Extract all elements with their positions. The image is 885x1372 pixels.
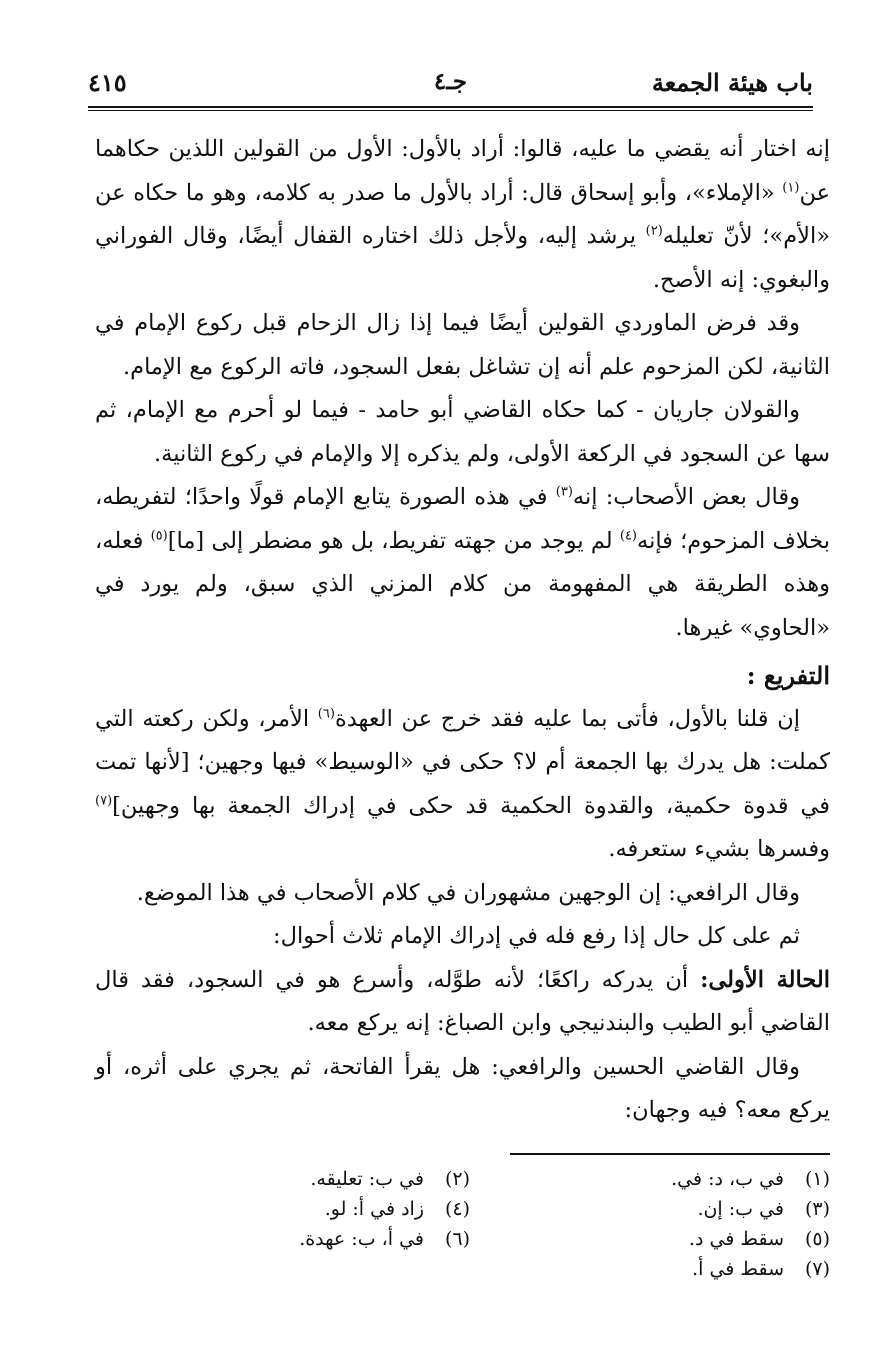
footnote-row xyxy=(110,1164,830,1194)
footnotes xyxy=(110,1164,830,1284)
footnote-ref[interactable]: (٥) xyxy=(150,528,168,543)
footnote-ref[interactable]: (٤) xyxy=(619,528,637,543)
footnote-ref[interactable]: (٢) xyxy=(645,223,663,239)
paragraph: إنه اختار أنه يقضي ما عليه، قالوا: أراد بالأول: الأول من القولين اللذين حكاهما عن$^{(١)}$ «الإملاء»، وأبو إسحاق قال: أراد بالأول ما صدر به كلامه، وهو ما حكاه عن «الأم»؛ لأنّ تعليله$^{(٢)}$ يرشد إليه، ولأجل ذلك اختاره القفال أيضًا، وقال الفوراني والبغوي: إنه الأصح. xyxy=(95,136,830,293)
footnote: (٧)سقط في أ. xyxy=(692,1258,830,1280)
header-rule xyxy=(88,106,813,108)
footnote-ref[interactable]: (١) xyxy=(782,180,800,195)
volume-label: جـ٤ xyxy=(433,68,468,95)
case-label: الحالة الأولى: xyxy=(700,966,830,993)
footnote-row xyxy=(110,1254,830,1284)
paragraph: وقال القاضي الحسين والرافعي: هل يقرأ الفاتحة، ثم يجري على أثره، أو يركع معه؟ فيه وجهان: xyxy=(95,1053,830,1123)
paragraph: وقال الرافعي: إن الوجهين مشهوران في كلام الأصحاب في هذا الموضع. xyxy=(136,879,800,906)
footnote: (٥)سقط في د. xyxy=(688,1228,830,1250)
section-heading: التفريع : xyxy=(746,661,830,690)
paragraph: ثم على كل حال إذا رفع فله في إدراك الإمام ثلاث أحوال: xyxy=(273,923,800,949)
footnote: (٤)زاد في أ: لو. xyxy=(324,1198,470,1220)
paragraph: الحالة الأولى: أن يدركه راكعًا؛ لأنه طوَّله، وأسرع هو في السجود، فقد قال القاضي أبو الطيب والبندنيجي وابن الصباغ: إنه يركع معه. xyxy=(95,966,830,1036)
footnote-row xyxy=(110,1194,830,1224)
footnote-row xyxy=(110,1224,830,1254)
footnote-ref[interactable]: (٧) xyxy=(95,793,113,808)
footnote: (٣)في ب: إن. xyxy=(697,1198,830,1220)
footnote-ref[interactable]: (٦) xyxy=(317,706,335,721)
footnote-rule xyxy=(510,1153,830,1155)
page-number: ٤١٥ xyxy=(88,68,127,97)
paragraph: إن قلنا بالأول، فأتى بما عليه فقد خرج عن العهدة$^{(٦)}$ الأمر، ولكن ركعته التي كملت: هل يدرك بها الجمعة أم لا؟ حكى في «الوسيط» فيها وجهين؛ [لأنها تمت في قدوة حكمية، والقدوة الحكمية قد حكى في إدراك الجمعة بها وجهين]$^{(٧)}$ وفسرها بشيء ستعرفه. xyxy=(95,705,831,862)
running-header xyxy=(88,62,813,102)
footnote: (٢)في ب: تعليقه. xyxy=(310,1168,470,1190)
chapter-title: باب هيئة الجمعة xyxy=(651,68,813,97)
paragraph: وقد فرض الماوردي القولين أيضًا فيما إذا زال الزحام قبل ركوع الإمام في الثانية، لكن المزحوم علم أنه إن تشاغل بفعل السجود، فاته الركوع مع الإمام. xyxy=(95,310,830,380)
footnote-ref[interactable]: (٣) xyxy=(555,484,573,500)
footnote: (١)في ب، د: في. xyxy=(671,1168,830,1190)
paragraph: وقال بعض الأصحاب: إنه$^{(٣)}$ في هذه الصورة يتابع الإمام قولًا واحدًا؛ لتفريطه، بخلاف المزحوم؛ فإنه$^{(٤)}$ لم يوجد من جهته تفريط، بل هو مضطر إلى [ما]$^{(٥)}$ فعله، وهذه الطريقة هي المفهومة من كلام المزني الذي سبق، ولم يورد في «الحاوي» غيرها. xyxy=(95,484,830,641)
footnote: (٦)في أ، ب: عهدة. xyxy=(299,1228,470,1250)
header-rule-thin xyxy=(88,110,813,111)
main-text xyxy=(95,128,830,1133)
paragraph: والقولان جاريان - كما حكاه القاضي أبو حامد - فيما لو أحرم مع الإمام، ثم سها عن السجود في الركعة الأولى، ولم يذكره إلا والإمام في ركوع الثانية. xyxy=(95,397,830,467)
